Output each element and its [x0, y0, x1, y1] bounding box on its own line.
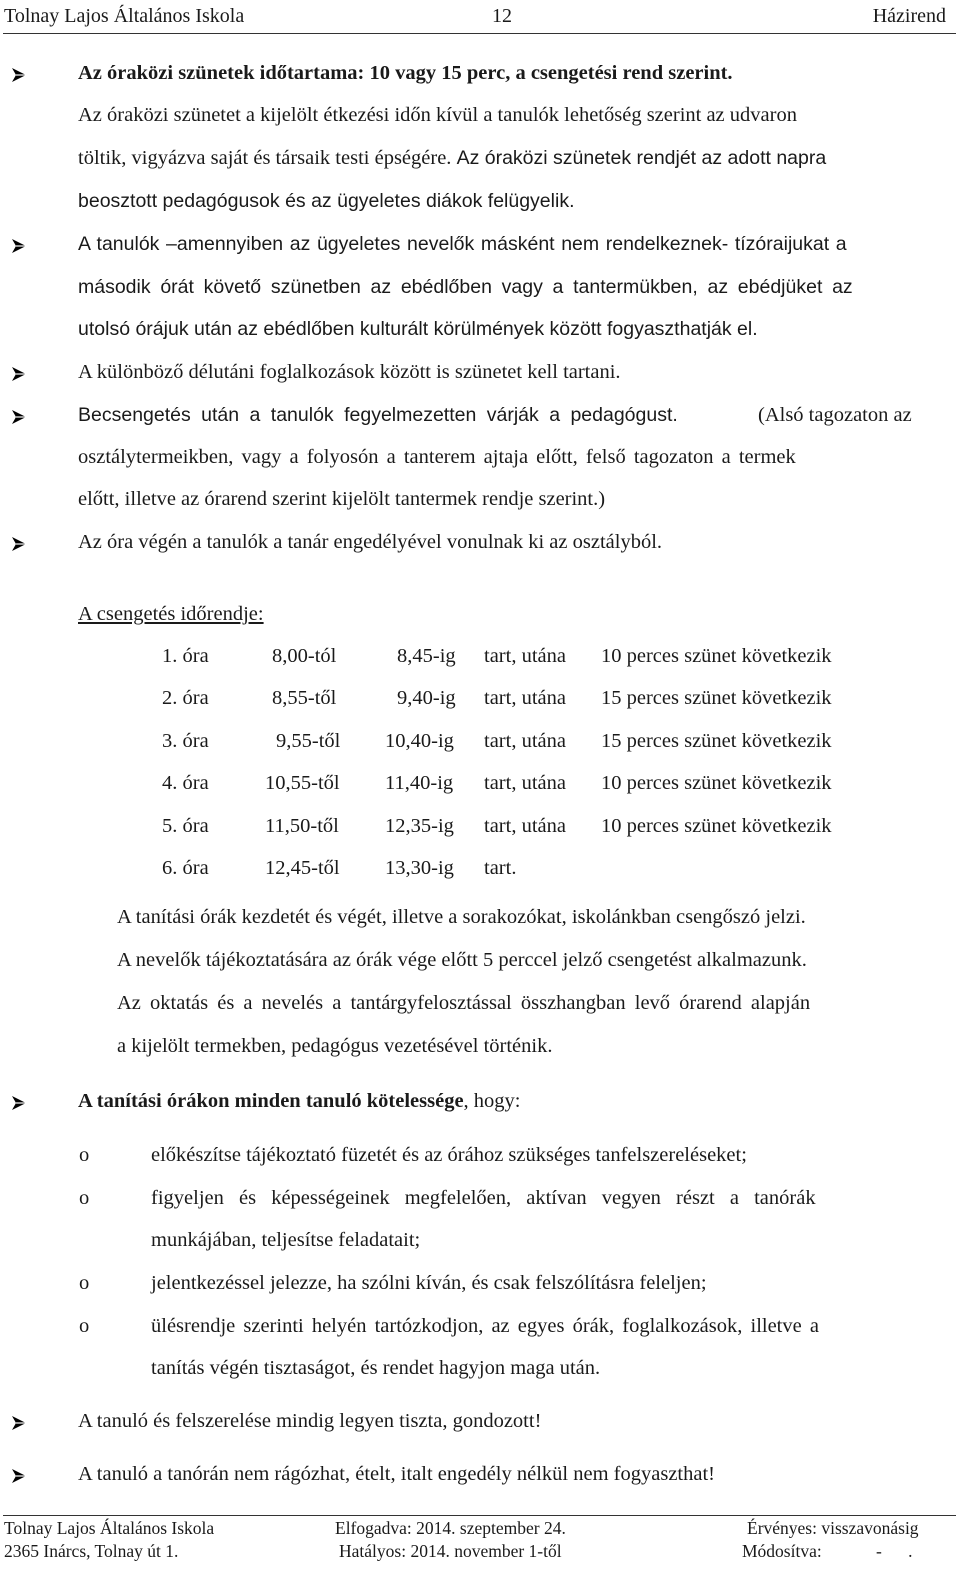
footer-modified-label: Módosítva: [742, 1541, 822, 1561]
bullet2-line2: második órát követő szünetben az ebédlőben vagy a tantermükben, az ebédjüket az [78, 276, 853, 298]
final-bullet-1: A tanuló és felszerelése mindig legyen tiszta, gondozott! [78, 1410, 542, 1432]
bullet2-line3: utolsó órájuk után az ebédlőben kulturált körülmények között fogyaszthatják el. [78, 318, 758, 340]
duty-item-4-line1: ülésrendje szerinti helyén tartózkodjon, az egyes órák, foglalkozások, illetve a [151, 1315, 819, 1337]
arrow-bullet-icon [11, 1415, 27, 1431]
arrow-bullet-icon [11, 536, 27, 552]
row-period: 4. óra [162, 772, 209, 794]
arrow-bullet-icon [11, 409, 27, 425]
final-bullet-2: A tanuló a tanórán nem rágózhat, ételt, italt engedély nélkül nem fogyaszthat! [78, 1463, 715, 1485]
footer-school: Tolnay Lajos Általános Iskola [4, 1518, 215, 1538]
arrow-bullet-icon [11, 67, 27, 83]
bullet4-line2: osztálytermeikben, vagy a folyosón a tanterem ajtaja előtt, felső tagozaton a termek [78, 446, 796, 468]
para-line3: Az oktatás és a nevelés a tantárgyfelosztással összhangban levő órarend alapján [117, 992, 811, 1014]
row-break: 10 perces szünet következik [601, 815, 832, 837]
row-period: 5. óra [162, 815, 209, 837]
para-line4: a kijelölt termekben, pedagógus vezetésével történik. [117, 1035, 553, 1057]
row-end: 13,30-ig [385, 857, 454, 879]
arrow-bullet-icon [11, 366, 27, 382]
bullet2-line1: A tanulók –amennyiben az ügyeletes nevelők másként nem rendelkeznek- tízóraijukat a [78, 233, 847, 255]
row-period: 1. óra [162, 645, 209, 667]
circle-bullet-icon: o [79, 1315, 90, 1337]
bullet1-heading: Az óraközi szünetek időtartama: 10 vagy 15 perc, a csengetési rend szerint. [78, 62, 733, 84]
row-break: 10 perces szünet következik [601, 772, 832, 794]
duty-item-2-line1: figyeljen és képességeinek megfelelően, aktívan vegyen részt a tanórák [151, 1187, 816, 1209]
row-end: 10,40-ig [385, 730, 454, 752]
row-start: 8,00-tól [272, 645, 337, 667]
footer-accepted: Elfogadva: 2014. szeptember 24. [335, 1518, 566, 1538]
circle-bullet-icon: o [79, 1272, 90, 1294]
row-break: 15 perces szünet következik [601, 687, 832, 709]
duty-item-3: jelentkezéssel jelezze, ha szólni kíván, és csak felszólításra feleljen; [151, 1272, 707, 1294]
schedule-title: A csengetés időrendje: [78, 603, 264, 625]
duties-heading: A tanítási órákon minden tanuló kötelessége, hogy: [78, 1090, 521, 1112]
row-start: 11,50-től [265, 815, 339, 837]
header-rule [3, 33, 956, 34]
footer-effective: Hatályos: 2014. november 1-től [339, 1541, 562, 1561]
row-start: 12,45-től [265, 857, 340, 879]
row-period: 2. óra [162, 687, 209, 709]
para-line1: A tanítási órák kezdetét és végét, illetve a sorakozókat, iskolánkban csengőszó jelzi. [117, 906, 806, 928]
row-tart: tart, utána [484, 645, 566, 667]
row-tart: tart, utána [484, 730, 566, 752]
row-tart: tart, utána [484, 815, 566, 837]
footer-valid: Érvényes: visszavonásig [747, 1518, 919, 1538]
arrow-bullet-icon [11, 1468, 27, 1484]
bullet1-line4: beosztott pedagógusok és az ügyeletes diákok felügyelik. [78, 190, 575, 212]
header-school: Tolnay Lajos Általános Iskola [4, 5, 245, 27]
footer-address: 2365 Inárcs, Tolnay út 1. [4, 1541, 179, 1561]
bullet4-line1-tail: (Alsó tagozaton az [758, 404, 912, 426]
para-line2: A nevelők tájékoztatására az órák vége előtt 5 perccel jelző csengetést alkalmazunk. [117, 949, 807, 971]
row-tart: tart. [484, 857, 517, 879]
row-break: 10 perces szünet következik [601, 645, 832, 667]
row-end: 12,35-ig [385, 815, 454, 837]
duty-item-2-line2: munkájában, teljesítse feladatait; [151, 1229, 421, 1251]
footer-modified-value: - . [876, 1541, 913, 1561]
row-end: 11,40-ig [385, 772, 454, 794]
duty-item-1: előkészítse tájékoztató füzetét és az órához szükséges tanfelszereléseket; [151, 1144, 747, 1166]
bullet3-text: A különböző délutáni foglalkozások között is szünetet kell tartani. [78, 361, 621, 383]
bullet4-line1: Becsengetés után a tanulók fegyelmezetten várják a pedagógust. [78, 404, 678, 426]
arrow-bullet-icon [11, 1095, 27, 1111]
row-tart: tart, utána [484, 687, 566, 709]
row-period: 6. óra [162, 857, 209, 879]
circle-bullet-icon: o [79, 1187, 90, 1209]
row-period: 3. óra [162, 730, 209, 752]
bullet5-text: Az óra végén a tanulók a tanár engedélyével vonulnak ki az osztályból. [78, 531, 663, 553]
bullet1-line3: töltik, vigyázva saját és társaik testi épségére. Az óraközi szünetek rendjét az adott napra [78, 147, 827, 169]
duty-item-4-line2: tanítás végén tisztaságot, és rendet hagyjon maga után. [151, 1357, 601, 1379]
row-start: 10,55-től [265, 772, 340, 794]
row-end: 8,45-ig [397, 645, 456, 667]
page-number: 12 [492, 5, 512, 27]
row-start: 9,55-től [276, 730, 341, 752]
row-tart: tart, utána [484, 772, 566, 794]
row-end: 9,40-ig [397, 687, 456, 709]
row-break: 15 perces szünet következik [601, 730, 832, 752]
row-start: 8,55-től [272, 687, 337, 709]
bullet4-line3: előtt, illetve az órarend szerint kijelölt tantermek rendje szerint.) [78, 488, 606, 510]
arrow-bullet-icon [11, 238, 27, 254]
bullet1-line2: Az óraközi szünetet a kijelölt étkezési időn kívül a tanulók lehetőség szerint az udvaron [78, 104, 797, 126]
circle-bullet-icon: o [79, 1144, 90, 1166]
header-doc-title: Házirend [872, 5, 946, 27]
footer-rule [3, 1515, 956, 1516]
